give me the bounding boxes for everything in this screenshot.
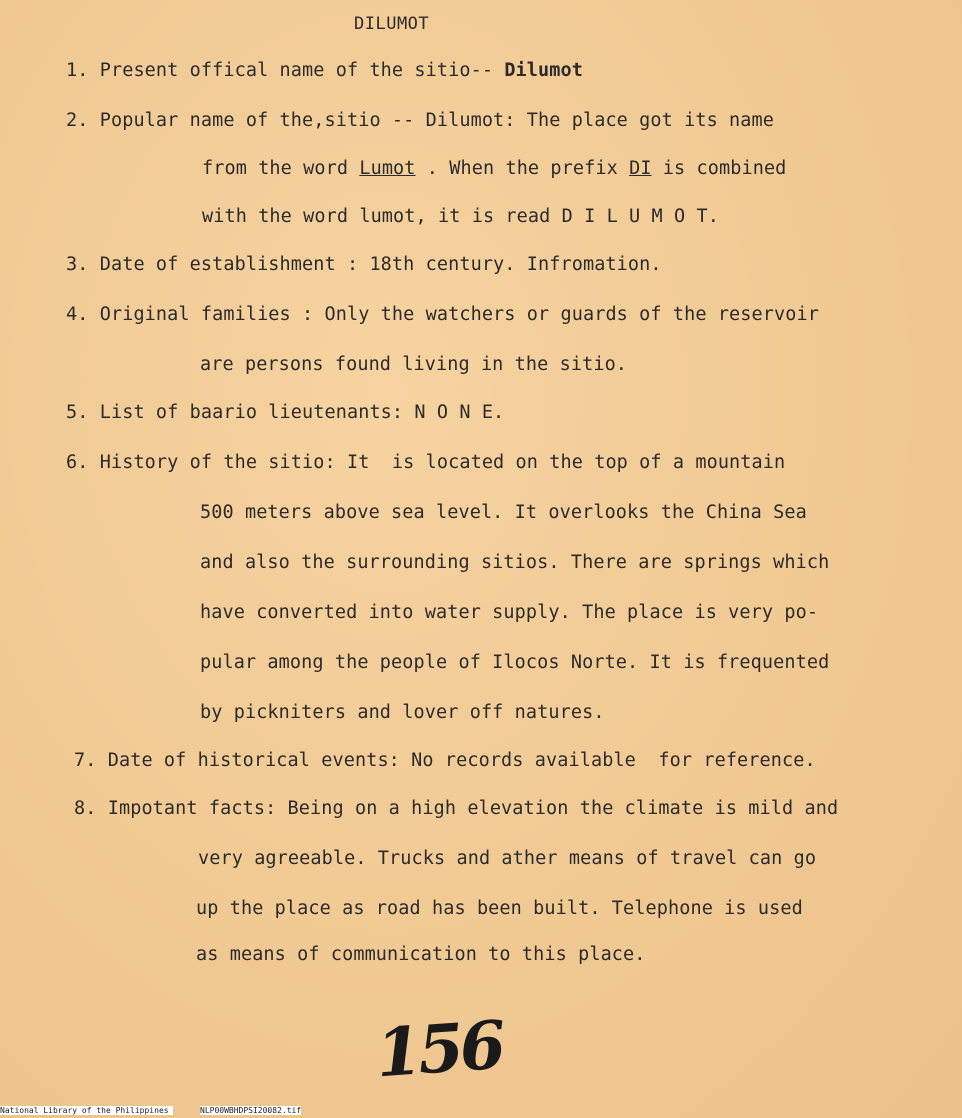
item-number: 1.: [66, 60, 89, 81]
item-text: List of baario lieutenants: N O N E.: [99, 402, 505, 423]
item-6-line-2: 500 meters above sea level. It overlooks the China Sea: [200, 502, 807, 523]
item-7: [74, 750, 816, 771]
item-text: Date of historical events: No records available for reference.: [107, 750, 816, 771]
item-1: [66, 60, 583, 81]
item-2-line-1: [66, 110, 774, 131]
item-5: [66, 402, 504, 423]
footer-library-label: National Library of the Philippines: [0, 1106, 173, 1115]
item-text: Original families : Only the watchers or guards of the reservoir: [99, 304, 819, 325]
item-8-line-1: [74, 798, 838, 819]
item-text: is combined: [651, 158, 787, 179]
underlined-prefix: DI: [629, 158, 652, 179]
item-number: 8.: [74, 798, 97, 819]
item-6-line-3: and also the surrounding sitios. There are springs which: [200, 552, 830, 573]
item-8-line-4: as means of communication to this place.: [196, 944, 646, 965]
item-6-line-6: by pickniters and lover off natures.: [200, 702, 605, 723]
footer-file-name: NLP00WBHDPSI20082.tif: [200, 1106, 302, 1115]
item-number: 5.: [66, 402, 89, 423]
item-2-line-2: [202, 158, 786, 179]
item-6-line-4: have converted into water supply. The place is very po-: [200, 602, 819, 623]
item-text: . When the prefix: [415, 158, 630, 179]
document-title: DILUMOT: [354, 14, 430, 34]
item-number: 7.: [74, 750, 97, 771]
item-text: Impotant facts: Being on a high elevation the climate is mild and: [107, 798, 839, 819]
item-text: Present offical name of the sitio--: [99, 60, 505, 81]
item-8-line-2: very agreeable. Trucks and ather means of travel can go: [198, 848, 817, 869]
item-text: Popular name of the,sitio -- Dilumot: The place got its name: [99, 110, 775, 131]
item-number: 4.: [66, 304, 89, 325]
item-8-line-3: up the place as road has been built. Telephone is used: [196, 898, 803, 919]
item-number: 6.: [66, 452, 89, 473]
item-2-line-3: with the word lumot, it is read D I L U M O T.: [202, 206, 719, 227]
item-6-line-1: [66, 452, 785, 473]
item-text: History of the sitio: It is located on the top of a mountain: [99, 452, 786, 473]
handwritten-page-number: 156: [373, 1005, 505, 1093]
item-number: 2.: [66, 110, 89, 131]
item-4-line-1: [66, 304, 819, 325]
item-3: [66, 254, 662, 275]
item-text: Date of establishment : 18th century. Infromation.: [99, 254, 662, 275]
item-emphasis: Dilumot: [504, 60, 583, 81]
item-4-line-2: are persons found living in the sitio.: [200, 354, 628, 375]
item-text: from the word: [202, 158, 360, 179]
item-6-line-5: pular among the people of Ilocos Norte. It is frequented: [200, 652, 830, 673]
underlined-word: Lumot: [359, 158, 416, 179]
item-number: 3.: [66, 254, 89, 275]
